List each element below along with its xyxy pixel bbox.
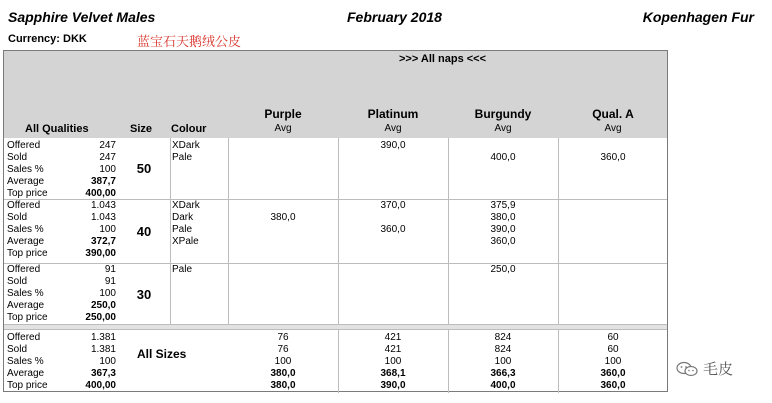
colour-label: XDark [172,200,200,211]
stat-label: Average [7,236,45,247]
size-label: 50 [136,161,152,176]
price-table [3,50,668,392]
grade-header-burgundy [448,107,558,134]
all-sizes-stats [7,332,116,392]
stat-value: 250,00 [85,312,116,323]
size-40-burgundy [448,200,558,248]
stat-label: Offered [7,140,41,151]
col-header-colour: Colour [171,123,207,135]
stat-label: Top price [7,380,48,391]
stat-value: 247 [99,152,116,163]
stat-label: Sales % [7,164,44,175]
stat-row [7,312,116,324]
summary-cell: 360,0 [600,380,626,391]
grade-name: Burgundy [474,107,532,121]
stat-value: 100 [99,164,116,175]
report-period: February 2018 [347,9,442,25]
summary-cell: 100 [604,356,622,367]
stat-label: Average [7,368,45,379]
size-40-purple [228,212,338,224]
size-50-colours [172,140,200,164]
stat-value: 1.381 [90,344,116,355]
size-30-stats [7,264,116,324]
stat-row [7,140,116,152]
colour-label: Dark [172,212,194,223]
colour-label: Pale [172,152,193,163]
stat-row [7,300,116,312]
stat-value: 400,00 [85,188,116,199]
stat-value: 91 [104,264,116,275]
size-50-platinum [338,140,448,152]
stat-value: 1.043 [90,212,116,223]
price-cell: 390,0 [490,224,516,235]
colour-label: XPale [172,236,199,247]
summary-separator [4,324,667,330]
size-30-colours [172,264,192,276]
stat-label: Sold [7,152,28,163]
size-50-qual-a [558,152,668,164]
grade-name: Purple [264,107,302,121]
price-cell: 380,0 [490,212,516,223]
colour-label: Pale [172,224,193,235]
summary-purple [228,332,338,392]
col-header-all-qualities: All Qualities [25,123,89,135]
stat-value: 100 [99,288,116,299]
summary-cell: 60 [607,344,619,355]
size-40-platinum [338,200,448,236]
summary-cell: 824 [494,344,512,355]
summary-cell: 360,0 [600,368,626,379]
size-50-burgundy [448,152,558,164]
grade-sub: Avg [494,123,512,134]
summary-cell: 368,1 [380,368,406,379]
watermark [676,358,733,379]
summary-cell: 380,0 [270,368,296,379]
stat-row [7,276,116,288]
stat-label: Average [7,176,45,187]
stat-label: Sales % [7,356,44,367]
stat-row [7,164,116,176]
stat-row [7,344,116,356]
summary-burgundy [448,332,558,392]
stat-row [7,264,116,276]
stat-value: 250,0 [90,300,116,311]
stat-label: Sold [7,212,28,223]
wechat-icon [676,361,698,377]
summary-cell: 76 [277,332,289,343]
size-40-colours [172,200,200,248]
grade-header-qual-a [558,107,668,134]
stat-row [7,224,116,236]
stat-row [7,152,116,164]
stat-label: Average [7,300,45,311]
grade-sub: Avg [274,123,292,134]
size-50-stats [7,140,116,200]
stat-value: 372,7 [90,236,116,247]
stat-label: Top price [7,188,48,199]
stat-value: 1.381 [90,332,116,343]
stat-value: 247 [99,140,116,151]
stat-value: 100 [99,224,116,235]
currency-label: Currency: DKK [8,33,87,45]
stat-label: Top price [7,248,48,259]
stat-value: 367,3 [90,368,116,379]
report-title: Sapphire Velvet Males [8,9,156,25]
stat-label: Sales % [7,288,44,299]
price-cell: 400,0 [490,152,516,163]
summary-cell: 100 [384,356,402,367]
stat-row [7,248,116,260]
grade-header-platinum [338,107,448,134]
price-cell: 360,0 [490,236,516,247]
stat-row [7,212,116,224]
stat-label: Offered [7,332,41,343]
summary-cell: 100 [274,356,292,367]
stat-row [7,368,116,380]
stat-row [7,380,116,392]
price-cell: 390,0 [380,140,406,151]
size-30-burgundy [448,264,558,276]
stat-value: 100 [99,356,116,367]
colour-label: XDark [172,140,200,151]
stat-label: Offered [7,264,41,275]
stat-row [7,332,116,344]
price-cell: 370,0 [380,200,406,211]
grade-name: Qual. A [592,107,634,121]
stat-value: 91 [104,276,116,287]
stat-row [7,200,116,212]
grid-line [170,138,171,324]
summary-cell: 390,0 [380,380,406,391]
stat-label: Sold [7,344,28,355]
size-40-stats [7,200,116,260]
stat-row [7,176,116,188]
grade-header-purple [228,107,338,134]
grade-sub: Avg [384,123,402,134]
stat-label: Sales % [7,224,44,235]
stat-row [7,236,116,248]
summary-cell: 421 [384,344,402,355]
stat-value: 390,00 [85,248,116,259]
colour-label: Pale [172,264,193,275]
grade-name: Platinum [367,107,419,121]
summary-cell: 824 [494,332,512,343]
col-header-size: Size [130,123,153,135]
price-cell: 380,0 [270,212,296,223]
stat-label: Offered [7,200,41,211]
summary-qual-a [558,332,668,392]
chinese-annotation: 蓝宝石天鹅绒公皮 [137,35,242,50]
group-header: >>> All naps <<< [399,53,487,65]
size-label: 30 [136,287,152,302]
stat-row [7,356,116,368]
grid-line [228,138,229,324]
stat-value: 400,00 [85,380,116,391]
summary-cell: 421 [384,332,402,343]
stat-label: Top price [7,312,48,323]
summary-cell: 60 [607,332,619,343]
price-cell: 360,0 [600,152,626,163]
price-cell [338,212,448,224]
summary-cell: 400,0 [490,380,516,391]
stat-row [7,288,116,300]
price-cell: 360,0 [380,224,406,235]
stat-row [7,188,116,200]
summary-cell: 380,0 [270,380,296,391]
stat-value: 387,7 [90,176,116,187]
auction-house: Kopenhagen Fur [642,9,754,25]
summary-cell: 100 [494,356,512,367]
stat-value: 1.043 [90,200,116,211]
grade-sub: Avg [604,123,622,134]
summary-cell: 366,3 [490,368,516,379]
stat-label: Sold [7,276,28,287]
watermark-text: 毛皮 [703,360,734,378]
size-label: 40 [136,224,152,239]
all-sizes-label: All Sizes [137,347,187,361]
price-cell: 375,9 [490,200,516,211]
summary-platinum [338,332,448,392]
price-cell: 250,0 [490,264,516,275]
summary-cell: 76 [277,344,289,355]
